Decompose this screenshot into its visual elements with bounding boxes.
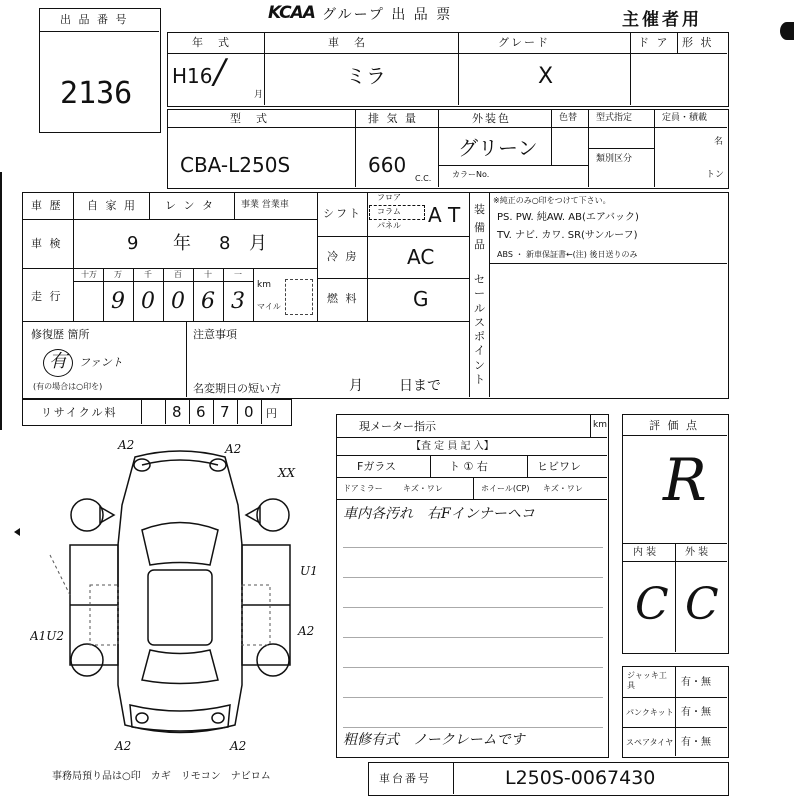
damage-mark-front-corner: XX: [278, 466, 296, 480]
history-label: 車 歴: [31, 199, 63, 212]
history-option-private: 自 家 用: [87, 199, 137, 212]
persons-unit: 名: [714, 137, 724, 147]
car-damage-diagram: [30, 435, 330, 760]
corner-mark: [780, 22, 794, 40]
mileage-unit-mile: マイル: [257, 302, 281, 311]
repair-value: 有: [49, 351, 67, 372]
recycle-digit-2: 8: [172, 403, 182, 421]
expiry-month-unit: 月: [349, 378, 363, 394]
evaluation-panel: [622, 414, 729, 654]
type-designation-label: 型式指定: [596, 113, 633, 123]
wheel-label: ホイール(CP): [481, 484, 530, 493]
chassis-value: L250S-0067430: [505, 767, 656, 789]
year-value: H16: [172, 64, 213, 88]
shift-label: シフト: [323, 207, 362, 220]
grade-value: X: [538, 64, 554, 89]
model-value: CBA-L250S: [180, 153, 291, 177]
fuel-value: G: [413, 287, 429, 311]
damage-mark-rear-left: A2: [115, 739, 132, 753]
mileage-label: 走 行: [31, 290, 63, 303]
grade-label: グレード: [498, 36, 550, 49]
place-label-1: 一: [234, 270, 242, 279]
aircon-value: AC: [407, 245, 435, 269]
glass-label: Fガラス: [357, 460, 396, 473]
lot-number: 2136: [60, 76, 133, 111]
row2-table: [167, 109, 729, 189]
inspector-label: 【査 定 員 記 入】: [411, 441, 494, 452]
mileage-digit-1k: 0: [141, 289, 155, 314]
notes-label: 注意事項: [193, 328, 237, 341]
car-name-label: 車 名: [328, 36, 367, 49]
history-option-rental: レ ン タ: [165, 199, 215, 212]
equipment-line-2: TV. ナビ. カワ. SR(サンルーフ): [497, 230, 638, 241]
recycle-table: [22, 399, 292, 426]
year-label: 年 式: [192, 36, 231, 49]
place-label-1k: 千: [144, 270, 152, 279]
door-mirror-label: ドアミラー: [343, 484, 383, 493]
aircon-label: 冷 房: [327, 250, 359, 263]
name-change-expiry-label: 名変期日の短い方: [193, 382, 281, 395]
damage-mark-front-left: A2: [118, 438, 135, 452]
accessory-table: [622, 666, 729, 758]
inspector-comment-2: 粗修有式 ノークレームです: [343, 732, 525, 748]
damage-mark-front-right: A2: [225, 442, 242, 456]
recycle-digit-4: 7: [220, 403, 230, 421]
spare-tire-value: 有・無: [681, 737, 711, 748]
shift-option-panel: パネル: [377, 221, 401, 230]
shift-value: A T: [428, 203, 461, 227]
middle-table: [22, 192, 729, 399]
inspection-label: 車 検: [31, 237, 63, 250]
organizer-label: 主催者用: [622, 10, 702, 30]
equipment-note: ※純正のみ○印をつけて下さい。: [493, 196, 611, 205]
interior-value: C: [635, 579, 669, 630]
door-label: ド ア: [638, 36, 670, 49]
sales-point-label: セールスポイント: [474, 273, 485, 387]
fuel-label: 燃 料: [327, 292, 359, 305]
spare-tire-label: スペアタイヤ: [626, 738, 674, 747]
row1-table: [167, 32, 729, 107]
interior-label: 内 装: [633, 547, 657, 558]
lot-number-box: [39, 8, 161, 133]
month-unit: 月: [254, 90, 264, 100]
damage-mark-rear-right: A2: [230, 739, 247, 753]
left-arrow-mark: [14, 528, 20, 536]
year-slash: /: [214, 52, 226, 92]
inspection-year-unit: 年: [173, 233, 191, 254]
repair-label: 修復歴 箇所: [31, 328, 90, 341]
repair-note: (有の場合は○印を): [33, 382, 103, 391]
capacity-label: 定員・積載: [662, 113, 708, 123]
inspector-comment-1: 車内各汚れ 右Fインナーヘコ: [343, 506, 535, 522]
place-label-100k: 十万: [81, 270, 97, 279]
crack-label: ヒビワレ: [537, 460, 581, 473]
meter-panel: [336, 414, 609, 758]
expiry-day-unit: 日まで: [399, 378, 441, 394]
jack-tool-label: ジャッキ工具: [627, 671, 667, 691]
equipment-line-1: PS. PW. 純AW. AB(エアバック): [497, 212, 639, 223]
equipment-line-3: ABS ・ 新車保証書←(注) 後日送りのみ: [497, 250, 638, 259]
equipment-label: 装備品: [474, 203, 485, 252]
damage-mark-right-side: U1: [300, 564, 318, 578]
displacement-label: 排 気 量: [368, 112, 418, 125]
evaluation-score: R: [663, 446, 707, 514]
inspection-month-unit: 月: [249, 233, 267, 254]
glass-options: ト ① 右: [449, 460, 488, 473]
recycle-digit-3: 6: [196, 403, 206, 421]
recycle-unit: 円: [266, 407, 277, 420]
place-label-100: 百: [174, 270, 182, 279]
meter-unit: km: [593, 420, 607, 430]
lot-number-label: 出 品 番 号: [60, 13, 129, 26]
color-number-label: カラーNo.: [452, 170, 490, 179]
door-mirror-options: キズ・ワレ: [403, 484, 443, 493]
evaluation-label: 評 価 点: [649, 419, 699, 432]
mileage-digit-100: 0: [171, 289, 185, 314]
inspection-year: 9: [127, 233, 139, 254]
brand-logo: KCAA: [268, 3, 315, 23]
color-label: 外装色: [472, 112, 511, 125]
mileage-digit-1: 3: [231, 289, 245, 314]
history-option-business: 事業 営業車: [241, 200, 289, 210]
model-label: 型 式: [230, 112, 269, 125]
mileage-digit-10k: 9: [111, 289, 125, 314]
wheel-options: キズ・ワレ: [543, 484, 583, 493]
jack-tool-value: 有・無: [681, 677, 711, 688]
displacement-value: 660: [368, 153, 407, 177]
chassis-label: 車台番号: [379, 772, 431, 785]
color-value: グリーン: [458, 136, 538, 160]
cc-unit: C.C.: [415, 174, 432, 183]
shape-label: 形 状: [682, 36, 714, 49]
shift-option-column: コラム: [377, 207, 401, 216]
class-label: 類別区分: [596, 154, 633, 164]
meter-label: 現メーター指示: [359, 420, 436, 433]
footer-note: 事務局預り品は○印 カギ リモコン ナビロム: [52, 771, 271, 782]
exterior-label: 外 装: [685, 547, 709, 558]
puncture-kit-label: パンクキット: [626, 708, 674, 717]
mileage-unit-km: km: [257, 280, 271, 290]
inspection-month: 8: [219, 233, 231, 254]
damage-mark-left-rear: A1U2: [30, 629, 65, 643]
car-name-value: ミラ: [346, 64, 386, 88]
exterior-value: C: [685, 579, 719, 630]
damage-mark-right-rear: A2: [298, 624, 315, 638]
left-margin-line: [0, 172, 2, 430]
recycle-digit-5: 0: [244, 403, 254, 421]
shift-option-floor: フロア: [377, 193, 401, 202]
form-title: グループ 出 品 票: [322, 7, 453, 23]
puncture-kit-value: 有・無: [681, 707, 711, 718]
recycle-label: リサイクル料: [41, 406, 118, 419]
repair-circle: [43, 349, 73, 377]
mileage-digit-10: 6: [201, 289, 215, 314]
place-label-10k: 万: [114, 270, 122, 279]
repair-value-note: ファント: [79, 356, 123, 369]
chassis-number-box: [368, 762, 729, 796]
place-label-10: 十: [204, 270, 212, 279]
ton-unit: トン: [706, 170, 725, 180]
color-change-label: 色替: [559, 113, 578, 123]
